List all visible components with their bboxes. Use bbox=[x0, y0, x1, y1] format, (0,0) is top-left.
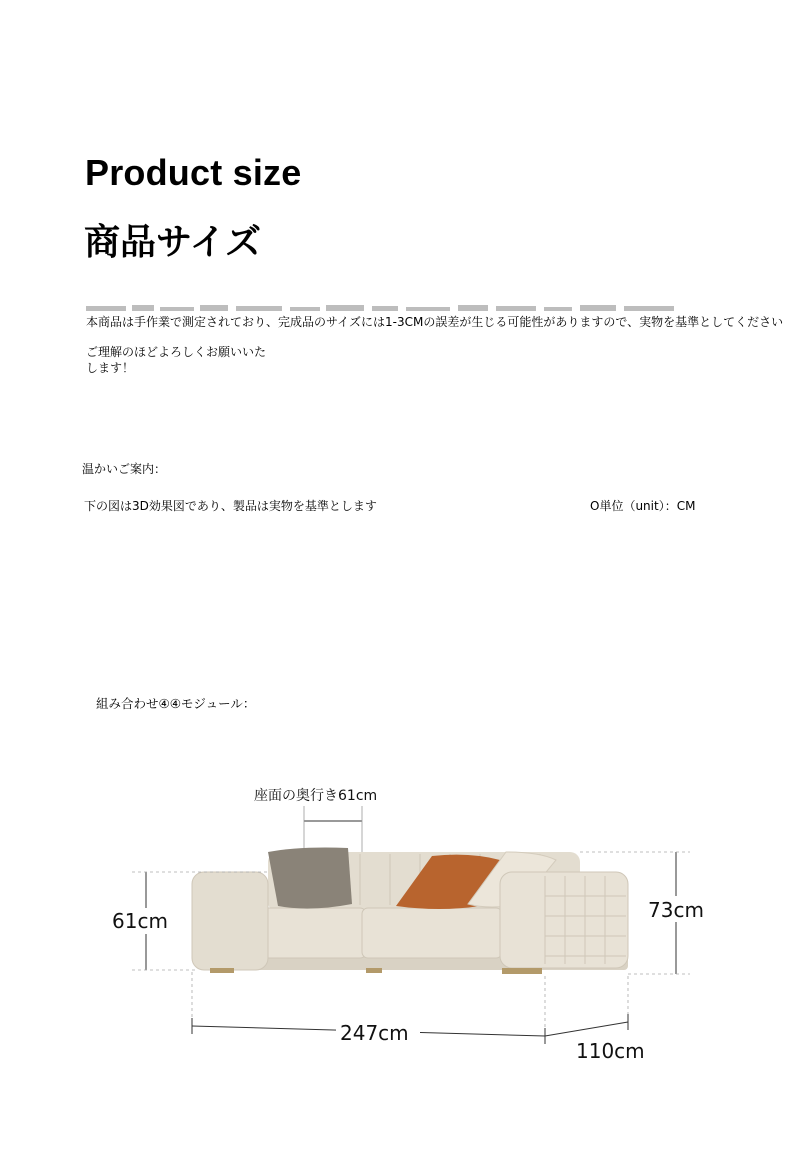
sofa-illustration bbox=[192, 848, 628, 975]
notice-line-2 bbox=[86, 344, 266, 376]
sofa-arm-left bbox=[192, 872, 268, 970]
width-label: 247cm bbox=[340, 1021, 409, 1045]
pillow-brown bbox=[268, 848, 352, 909]
unit-label: O単位（unit）：CM bbox=[590, 499, 696, 513]
sofa-leg-right bbox=[502, 968, 542, 974]
total-height-label: 73cm bbox=[648, 898, 704, 922]
tips-heading: 温かいご案内： bbox=[82, 462, 167, 476]
sofa-dimension-figure bbox=[0, 770, 790, 1070]
notice-line-2b: します！ bbox=[86, 361, 135, 375]
title-japanese: 商品サイズ bbox=[84, 222, 262, 263]
module-label: 組み合わせ④④モジュール： bbox=[96, 696, 256, 711]
title-english: Product size bbox=[85, 152, 302, 193]
sofa-arm-right bbox=[500, 872, 628, 968]
seat-cushion-right bbox=[362, 908, 502, 958]
seat-depth-label: 座面の奥行き61cm bbox=[254, 788, 378, 804]
seat-height-label: 61cm bbox=[112, 909, 168, 933]
depth-label: 110cm bbox=[576, 1039, 645, 1063]
tips-line: 下の図は3D効果図であり、製品は実物を基準とします bbox=[84, 499, 377, 513]
notice-line-1: 本商品は手作業で測定されており、完成品のサイズには1-3CMの誤差が生じる可能性がありますので、実物を基準としてください bbox=[86, 315, 784, 329]
sofa-leg-middle bbox=[366, 968, 382, 973]
notice-line-2a: ご理解のほどよろしくお願いいた bbox=[86, 345, 267, 359]
sofa-leg-left bbox=[210, 968, 234, 973]
depth-line bbox=[545, 1022, 628, 1036]
